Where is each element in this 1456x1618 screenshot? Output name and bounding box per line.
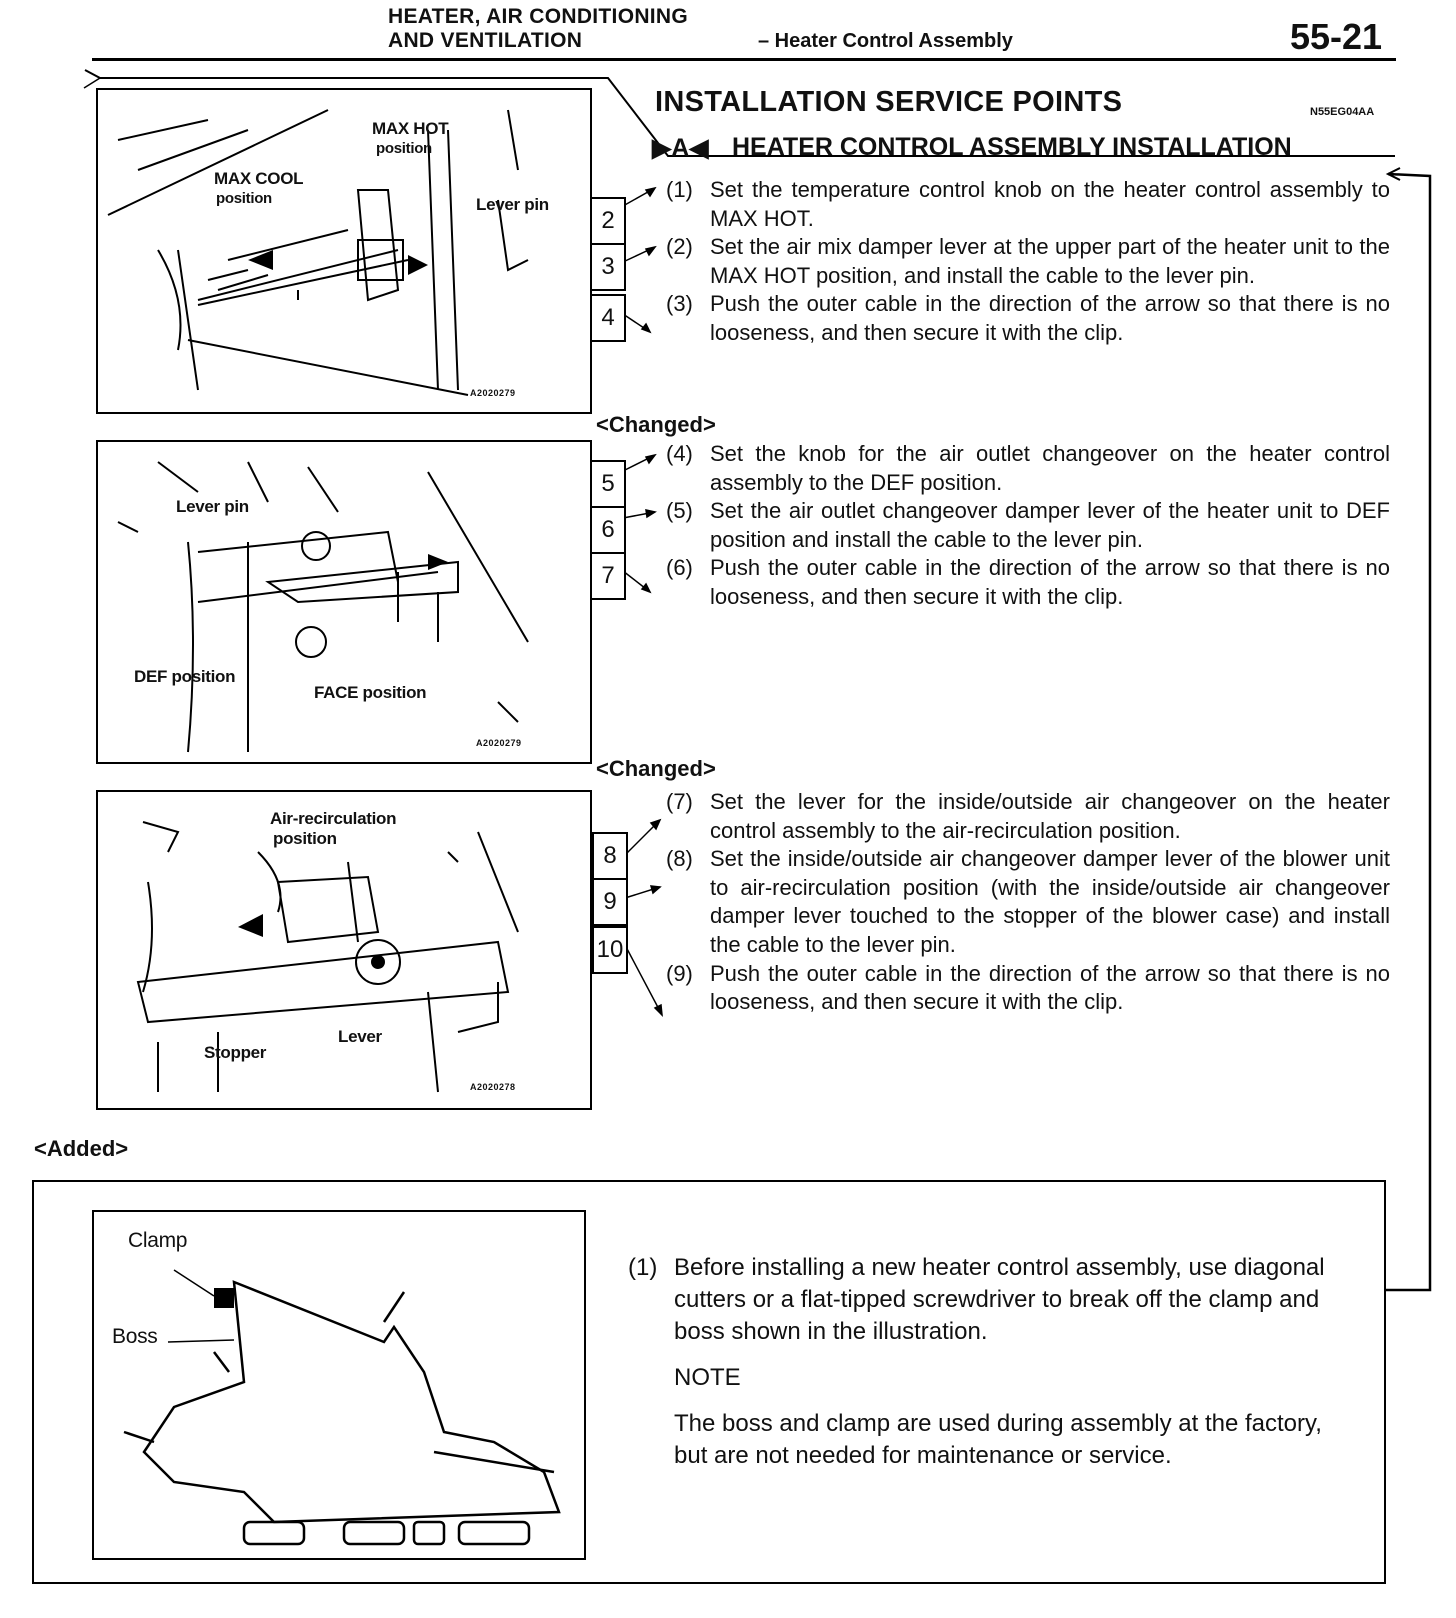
step-text: Set the lever for the inside/outside air changeover on the heater control assembly to the air-recirculation position.	[710, 789, 1390, 843]
figure-code: A2020278	[470, 1082, 516, 1092]
label-max-hot-position: position	[376, 140, 432, 157]
step-text: Push the outer cable in the direction of the arrow so that there is no looseness, and then secure it with the clip.	[710, 960, 1390, 1015]
label-max-hot: MAX HOT	[372, 119, 449, 138]
label-max-cool: MAX COOL	[214, 169, 304, 188]
step-number: (5)	[666, 498, 693, 524]
added-step-number: (1)	[628, 1254, 658, 1281]
label-lever-pin: Lever pin	[176, 497, 249, 516]
ref-box-8: 8	[592, 832, 628, 880]
steps-group-3	[600, 788, 1390, 1017]
figure-code: A2020279	[470, 388, 516, 398]
step-text: Set the knob for the air outlet changeover on the heater control assembly to the DEF position.	[710, 441, 1390, 495]
step-7	[600, 788, 1390, 845]
changed-tag-1: <Changed>	[596, 412, 716, 437]
step-number: (8)	[666, 846, 693, 872]
step-text: Set the air mix damper lever at the upper part of the heater unit to the MAX HOT position, and install the cable to the lever pin.	[710, 234, 1390, 288]
steps-group-1	[600, 176, 1390, 348]
ref-box-3: 3	[590, 243, 626, 291]
page-number: 55-21	[1290, 16, 1383, 57]
step-8	[600, 845, 1390, 959]
label-lever: Lever	[338, 1027, 382, 1046]
added-tag: <Added>	[34, 1136, 129, 1161]
added-box	[32, 1180, 1386, 1584]
steps-group-2	[600, 440, 1390, 612]
label-stopper: Stopper	[204, 1043, 267, 1062]
step-text: Push the outer cable in the direction of the arrow so that there is no looseness, and then secure it with the clip.	[710, 291, 1390, 345]
added-step-text: Before installing a new heater control assembly, use diagonal cutters or a flat-tipped screwdriver to break off the clamp and boss shown in the illustration.	[674, 1254, 1325, 1345]
subtitle-mark: ▶A◀	[652, 134, 709, 162]
step-number: (4)	[666, 441, 693, 466]
damper-illustration-1	[98, 90, 590, 412]
section-title-line2: AND VENTILATION	[388, 29, 583, 52]
label-air-recirculation-position: position	[273, 829, 337, 848]
damper-illustration-2	[98, 442, 590, 762]
step-3	[600, 290, 1390, 347]
step-1	[600, 176, 1390, 233]
subsection-heading: HEATER CONTROL ASSEMBLY INSTALLATION	[732, 133, 1292, 161]
ref-box-10: 10	[592, 926, 628, 974]
label-face-position: FACE position	[314, 683, 427, 702]
step-text: Set the temperature control knob on the heater control assembly to MAX HOT.	[710, 177, 1390, 231]
ref-box-5: 5	[590, 460, 626, 508]
step-9	[600, 960, 1390, 1017]
control-assembly-illustration	[94, 1212, 584, 1558]
label-clamp: Clamp	[128, 1229, 188, 1252]
label-def-position: DEF position	[134, 667, 236, 686]
step-number: (9)	[666, 960, 693, 986]
label-max-cool-position: position	[216, 190, 272, 207]
subsection-title: – Heater Control Assembly	[758, 30, 1013, 52]
label-lever-pin: Lever pin	[476, 195, 549, 214]
step-6	[600, 554, 1390, 611]
step-number: (7)	[666, 789, 693, 814]
ref-box-6: 6	[590, 506, 626, 554]
note-title: NOTE	[674, 1364, 741, 1391]
ref-box-2: 2	[590, 197, 626, 245]
step-2	[600, 233, 1390, 290]
label-air-recirculation: Air-recirculation	[270, 809, 397, 828]
figure-code: A2020279	[476, 738, 522, 748]
step-number: (1)	[666, 177, 693, 202]
added-step	[628, 1252, 1328, 1348]
step-text: Set the inside/outside air changeover damper lever of the blower unit to air-recirculation position (with the inside/outside air changeover damper lever touched to the stopper of the blower case) and install the cable to the lever pin.	[710, 846, 1390, 957]
step-number: (3)	[666, 291, 693, 317]
step-text: Push the outer cable in the direction of the arrow so that there is no looseness, and then secure it with the clip.	[710, 555, 1390, 609]
changed-tag-2: <Changed>	[596, 756, 716, 781]
figure-air-recirculation	[96, 790, 592, 1110]
figure-clamp-boss	[92, 1210, 586, 1560]
label-boss: Boss	[112, 1325, 158, 1348]
ref-box-4: 4	[590, 294, 626, 342]
step-text: Set the air outlet changeover damper lever of the heater unit to DEF position and install the cable to the lever pin.	[710, 498, 1390, 552]
step-number: (6)	[666, 555, 693, 581]
section-code: N55EG04AA	[1310, 106, 1375, 118]
figure-max-hot	[96, 88, 592, 414]
step-5	[600, 497, 1390, 554]
note-text: The boss and clamp are used during assembly at the factory, but are not needed for maintenance or service.	[674, 1410, 1322, 1469]
figure-def-position	[96, 440, 592, 764]
section-heading: INSTALLATION SERVICE POINTS	[655, 86, 1123, 118]
step-number: (2)	[666, 234, 693, 260]
added-instructions	[628, 1252, 1328, 1472]
header-rule	[92, 58, 1396, 61]
damper-illustration-3	[98, 792, 590, 1108]
ref-box-7: 7	[590, 552, 626, 600]
step-4	[600, 440, 1390, 497]
ref-box-9: 9	[592, 878, 628, 926]
section-title-line1: HEATER, AIR CONDITIONING	[388, 5, 689, 28]
